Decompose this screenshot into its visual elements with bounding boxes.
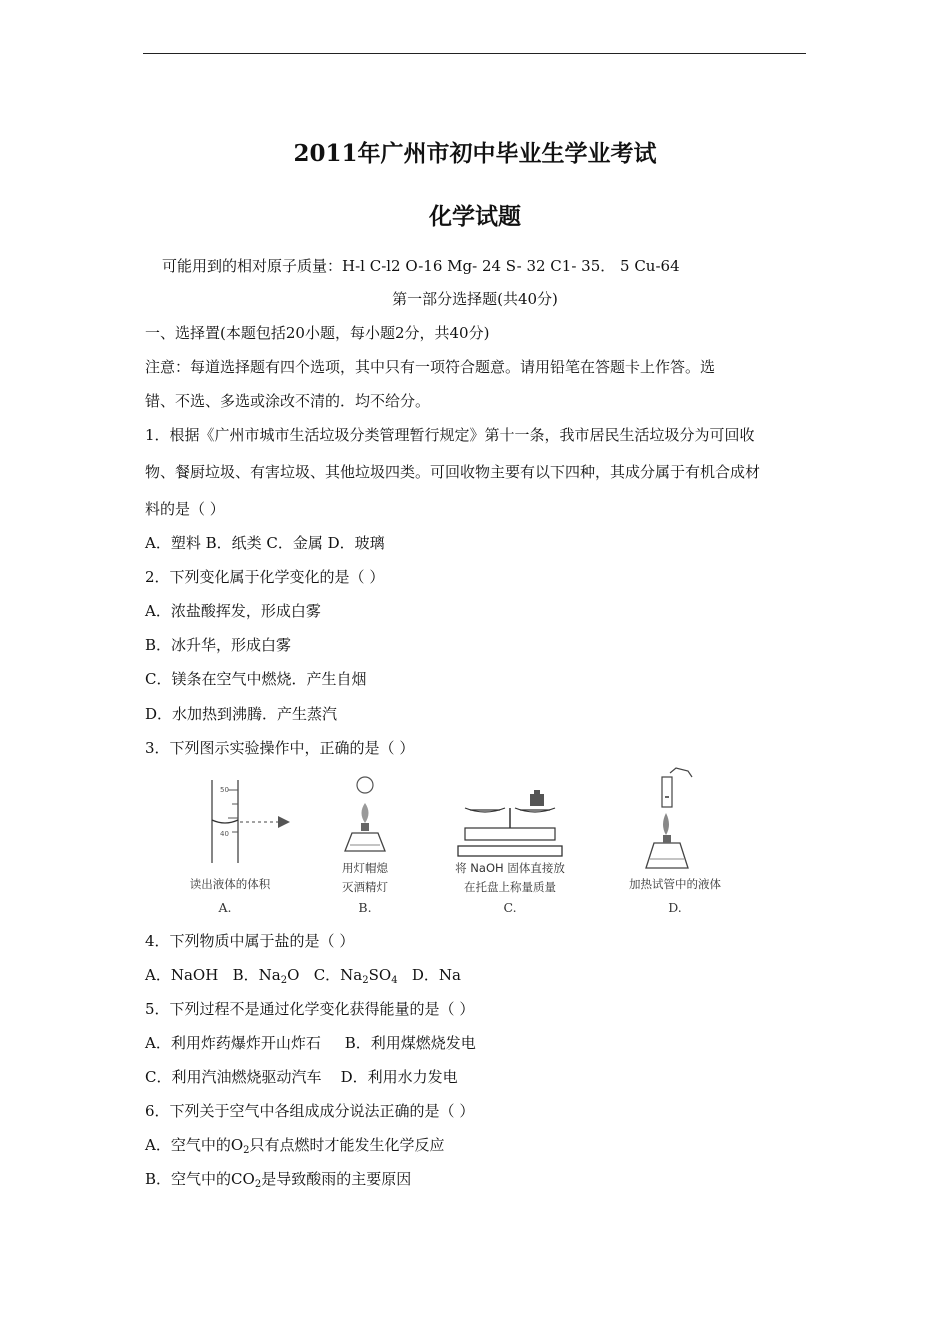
q1-line-3: 料的是（ ） [145, 500, 225, 518]
q4-option-c: C．$Na_2SO_4$ [313, 966, 398, 986]
caption-a: 读出液体的体积 [189, 877, 271, 891]
q5-option-a: A．利用炸药爆炸开山炸石 [145, 1034, 321, 1052]
q2-option-c: C．镁条在空气中燃烧．产生自烟 [145, 670, 367, 688]
q4-option-b: B．$Na_2O$ [232, 966, 300, 986]
q1-line-1: 1．根据《广州市城市生活垃圾分类管理暂行规定》第十一条，我市居民生活垃圾分为可回收 [145, 426, 755, 444]
q4-option-d: D．Na [411, 966, 461, 984]
figure-letter-c: C. [503, 900, 517, 915]
tick-label-40: 40 [220, 830, 229, 838]
part-title: 第一部分选择题(共40分) [392, 290, 558, 308]
caption-d: 加热试管中的液体 [629, 877, 721, 891]
q6-stem: 6．下列关于空气中各组成成分说法正确的是（ ） [145, 1102, 475, 1120]
q6-option-b: B．空气中的$CO_2$是导致酸雨的主要原因 [145, 1170, 412, 1190]
q5-option-d: D．利用水力发电 [340, 1068, 458, 1086]
alcohol-lamp-illustration [330, 773, 400, 853]
section-title: 一、选择置(本题包括20小题，每小题2分，共40分) [145, 324, 490, 342]
q3-figure [170, 763, 750, 923]
figure-letter-d: D. [668, 900, 682, 915]
q4-options [145, 965, 461, 985]
caption-b-line-1: 用灯帽熄 [342, 861, 388, 875]
caption-c-line-2: 在托盘上称量质量 [464, 880, 556, 894]
notice-line-2: 错、不选、多选或涂改不清的．均不给分。 [145, 392, 431, 410]
q2-option-b: B．冰升华，形成白雾 [145, 636, 292, 654]
exam-title: 2011年广州市初中毕业生学业考试 [293, 140, 657, 167]
test-tube-heating-illustration [640, 763, 720, 873]
balance-illustration [450, 788, 570, 858]
caption-c-line-1: 将 NaOH 固体直接放 [455, 861, 565, 875]
notice-line-1: 注意：每道选择题有四个选项，其中只有一项符合题意。请用铅笔在答题卡上作答。选 [145, 358, 716, 376]
exam-subtitle: 化学试题 [429, 203, 521, 230]
q5-options-cd [145, 1067, 458, 1087]
figure-letter-a: A. [218, 900, 232, 915]
q3-stem: 3．下列图示实验操作中，正确的是（ ） [145, 739, 415, 757]
q5-option-b: B．利用煤燃烧发电 [344, 1034, 476, 1052]
q6-option-a: A．空气中的$O_2$只有点燃时才能发生化学反应 [145, 1136, 445, 1156]
q5-option-c: C．利用汽油燃烧驱动汽车 [145, 1068, 322, 1086]
q5-options-ab [145, 1033, 476, 1053]
q4-option-a: A．NaOH [145, 966, 219, 984]
q1-line-2: 物、餐厨垃圾、有害垃圾、其他垃圾四类。可回收物主要有以下四种，其成分属于有机合成材 [145, 463, 761, 481]
q4-stem: 4．下列物质中属于盐的是（ ） [145, 932, 355, 950]
header-rule [143, 53, 806, 54]
q2-option-d: D．水加热到沸腾．产生蒸汽 [145, 705, 338, 723]
figure-letter-b: B. [358, 900, 372, 915]
q5-stem: 5．下列过程不是通过化学变化获得能量的是（ ） [145, 1000, 475, 1018]
caption-b-line-2: 灭酒精灯 [342, 880, 388, 894]
atomic-mass-line: 可能用到的相对原子质量：H-l C-l2 O-16 Mg- 24 S- 32 C1- 35． 5 Cu-64 [162, 257, 680, 275]
cylinder-reading-illustration [190, 778, 300, 873]
q2-stem: 2．下列变化属于化学变化的是（ ） [145, 568, 385, 586]
q1-options: A．塑料 B．纸类 C．金属 D．玻璃 [145, 534, 385, 552]
q2-option-a: A．浓盐酸挥发，形成白雾 [145, 602, 321, 620]
tick-label-50: 50 [220, 786, 229, 794]
